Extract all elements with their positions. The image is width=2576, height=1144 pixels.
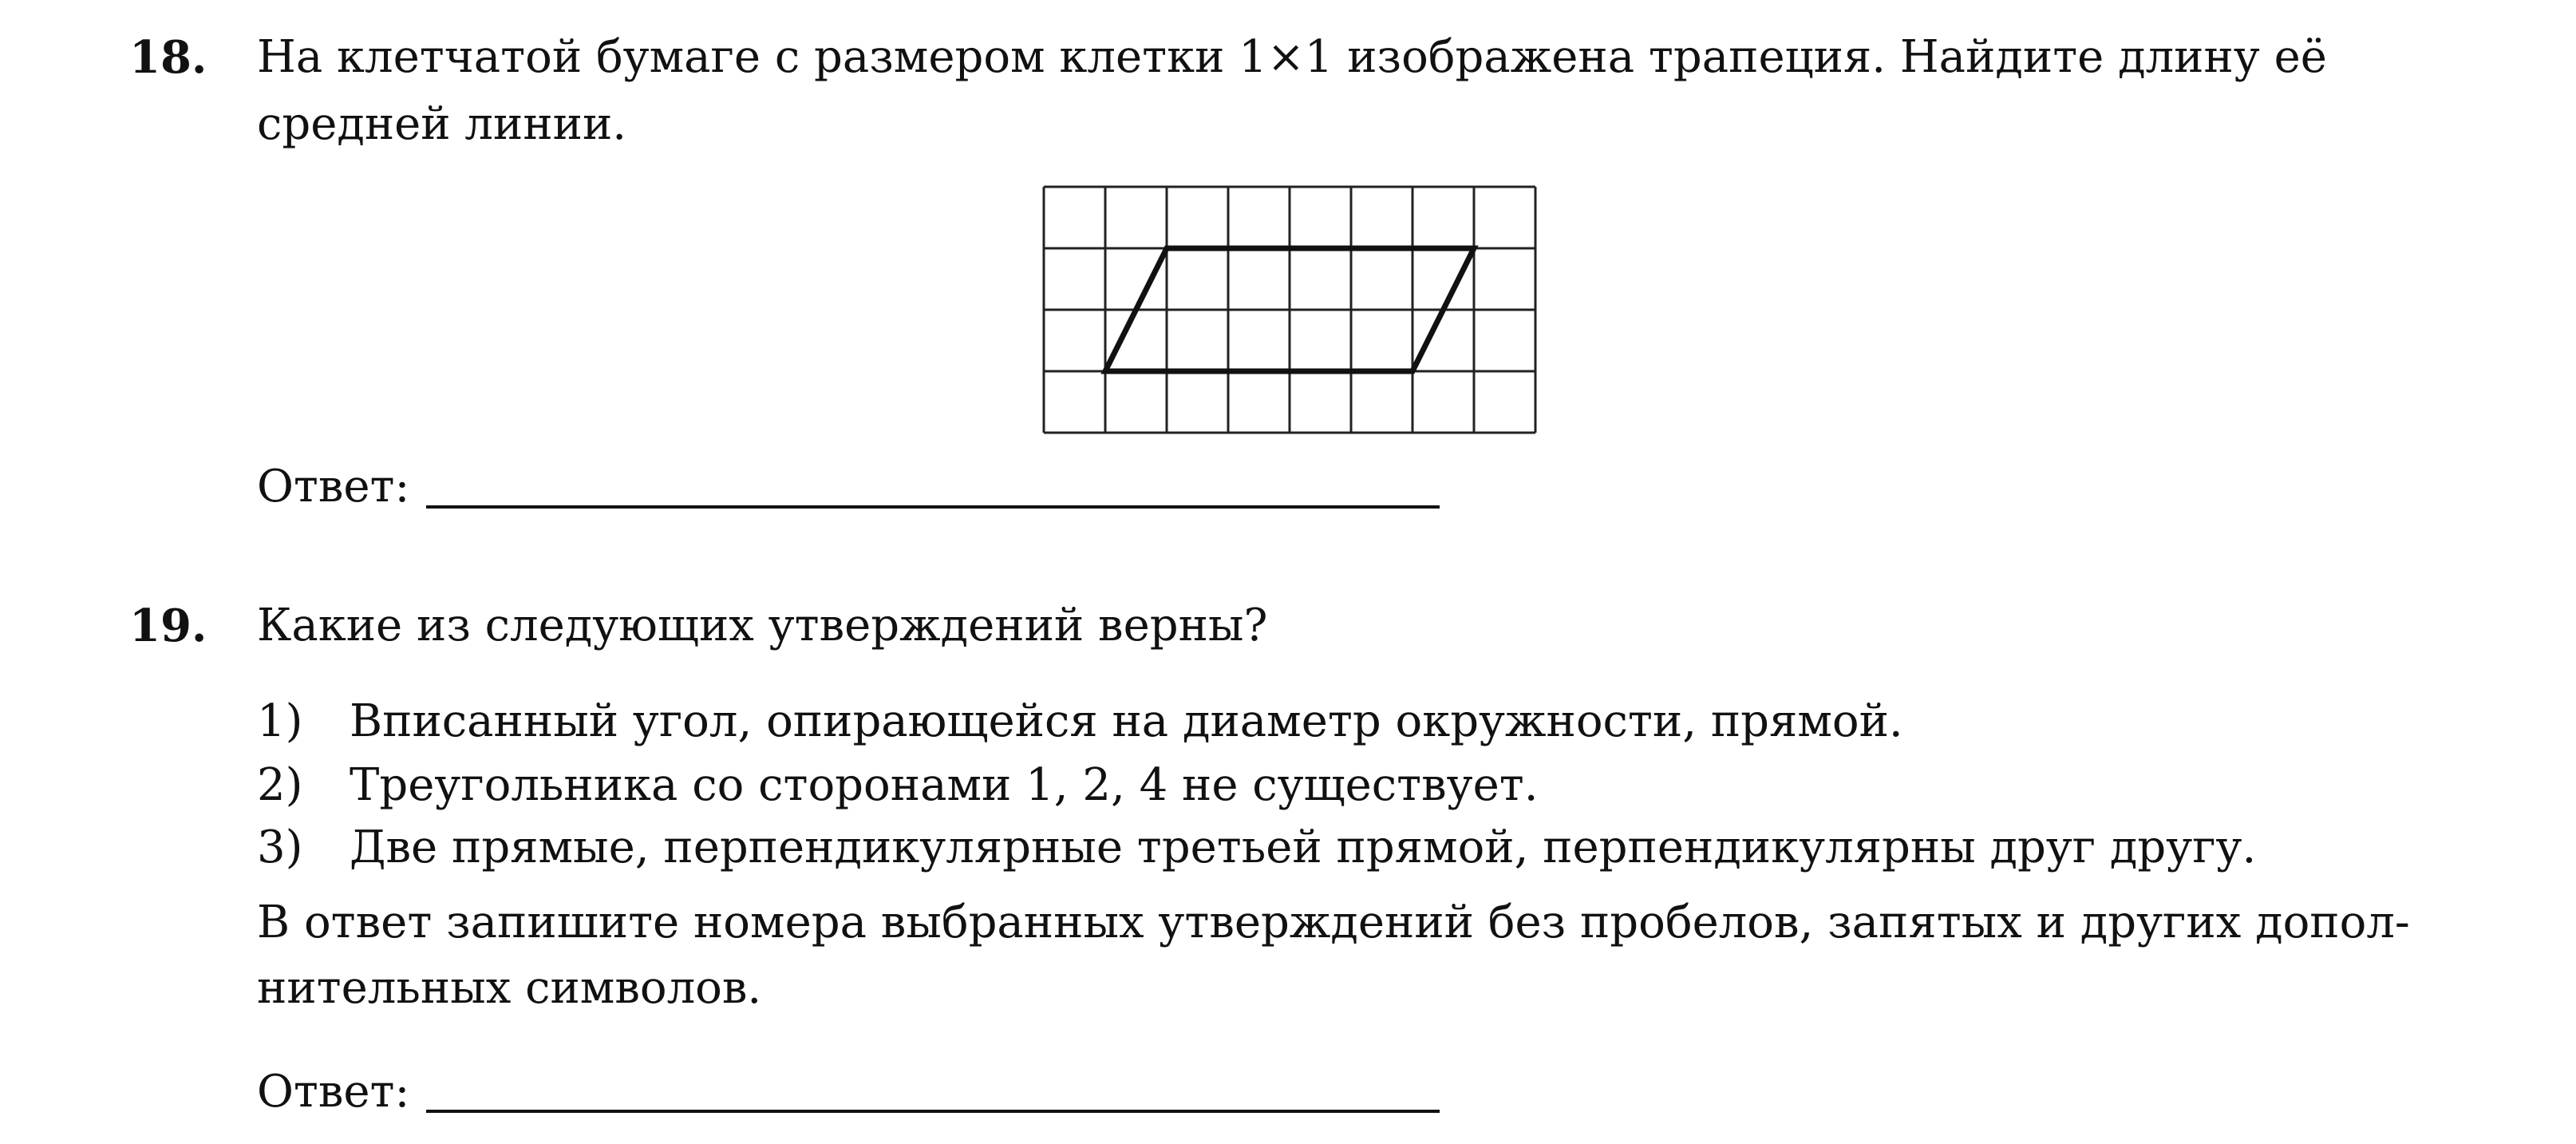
instruction-text-line: В ответ запишите номера выбранных утверждений без пробелов, запятых и других допол- xyxy=(257,897,2410,948)
answer-input-line[interactable] xyxy=(426,1110,1440,1113)
problem-question: Какие из следующих утверждений верны? xyxy=(257,600,1268,651)
problem-number: 18. xyxy=(129,31,207,84)
answer-input-line[interactable] xyxy=(426,505,1440,509)
answer-label: Ответ: xyxy=(257,461,410,513)
answer-label: Ответ: xyxy=(257,1066,410,1118)
trapezoid-grid-figure xyxy=(1037,184,1532,431)
statement-index: 1) xyxy=(257,695,303,747)
statement-text: Треугольника со сторонами 1, 2, 4 не существует. xyxy=(350,759,1539,811)
problem-number: 19. xyxy=(129,600,207,652)
statement-text: Вписанный угол, опирающейся на диаметр окружности, прямой. xyxy=(350,695,1903,747)
instruction-text-line: нительных символов. xyxy=(257,962,762,1014)
problem-text-line: На клетчатой бумаге с размером клетки 1×1 изображена трапеция. Найдите длину её xyxy=(257,31,2327,83)
problem-text-line: средней линии. xyxy=(257,98,627,150)
statement-index: 3) xyxy=(257,821,303,873)
statement-index: 2) xyxy=(257,759,303,811)
statement-text: Две прямые, перпендикулярные третьей прямой, перпендикулярны друг другу. xyxy=(350,821,2257,873)
grid xyxy=(1044,187,1535,433)
